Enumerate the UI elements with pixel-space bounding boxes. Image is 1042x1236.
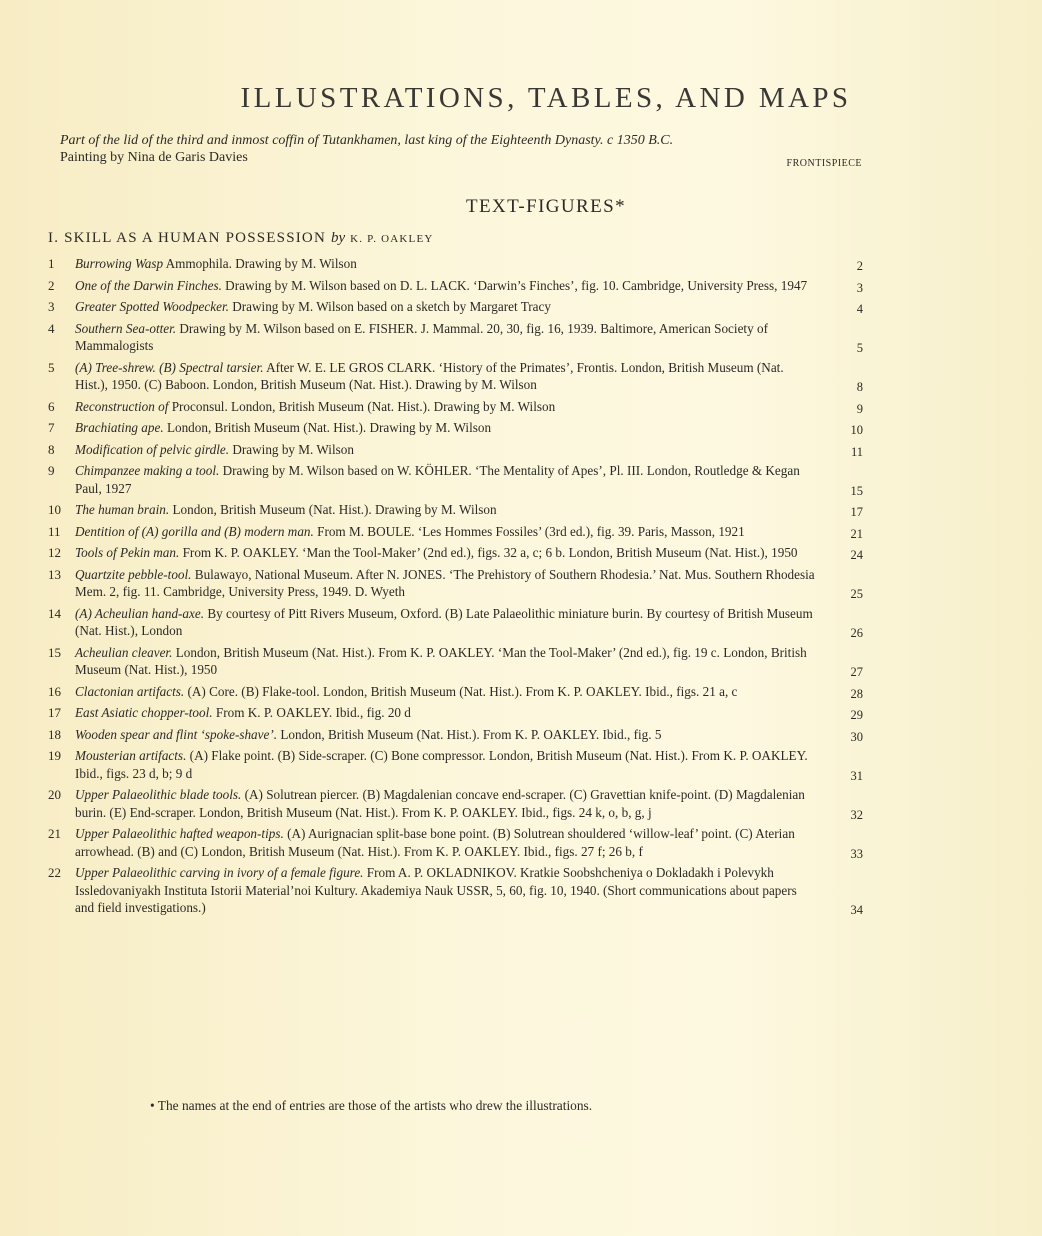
entry-number: 6 xyxy=(48,398,55,414)
list-item xyxy=(48,566,863,601)
entry-title: Burrowing Wasp xyxy=(75,256,164,271)
list-item xyxy=(48,359,863,394)
entry-text xyxy=(75,645,807,678)
entry-page-number: 21 xyxy=(850,526,863,541)
entry-number: 22 xyxy=(48,865,61,880)
entry-title: Mousterian artifacts. xyxy=(75,748,187,763)
entry-page-number: 10 xyxy=(850,423,863,437)
list-item xyxy=(48,786,863,821)
list-item xyxy=(48,462,863,497)
entry-title: East Asiatic chopper-tool. xyxy=(75,705,213,720)
list-item xyxy=(48,501,863,519)
entry-title: Dentition of (A) gorilla and (B) modern man. xyxy=(75,523,314,539)
entry-text xyxy=(75,865,797,915)
entry-page-number: 31 xyxy=(850,768,863,783)
entry-text xyxy=(75,787,805,820)
entry-description: (A) Core. (B) Flake-tool. London, British Museum (Nat. Hist.). From K. P. OAKLEY. Ibid., figs. 21 a, c xyxy=(184,683,738,699)
list-item xyxy=(48,523,863,541)
entry-description: After W. E. LE GROS CLARK. ‘History of the Primates’, Frontis. London, British Museum (Nat. Hist.), 1950. (C) Baboon. London, British Museum (Nat. Hist.). Drawing by M. Wilson xyxy=(75,359,784,392)
entry-number: 20 xyxy=(48,787,61,802)
entry-page-number: 28 xyxy=(850,686,863,701)
entry-description: London, British Museum (Nat. Hist.). From K. P. OAKLEY. ‘Man the Tool-Maker’ (2nd ed.), fig. 19 c. London, British Museum (Nat. Hist.), 1950 xyxy=(75,644,807,677)
entry-description: By courtesy of Pitt Rivers Museum, Oxford. (B) Late Palaeolithic miniature burin. By courtesy of British Museum (Nat. Hist.), London xyxy=(75,605,813,638)
frontispiece-entry xyxy=(60,132,870,169)
entry-description: From K. P. OAKLEY. ‘Man the Tool-Maker’ (2nd ed.), figs. 32 a, c; 6 b. London, British Museum (Nat. Hist.), 1950 xyxy=(179,545,798,560)
list-item xyxy=(48,298,863,316)
list-item xyxy=(48,704,863,722)
figure-list xyxy=(48,255,863,921)
list-item xyxy=(48,726,863,744)
entry-text xyxy=(75,321,768,354)
entry-number: 11 xyxy=(48,523,61,539)
entry-text xyxy=(75,502,497,517)
entry-title: The human brain. xyxy=(75,502,170,517)
list-item xyxy=(48,398,863,416)
entry-page-number: 9 xyxy=(856,401,863,416)
entry-description: Bulawayo, National Museum. After N. JONES. ‘The Prehistory of Southern Rhodesia.’ Nat. Mus. Southern Rhodesia Mem. 2, fig. 11. Cambridge, University Press, 1949. D. Wyeth xyxy=(75,566,815,599)
entry-description: London, British Museum (Nat. Hist.). Drawing by M. Wilson xyxy=(169,502,497,517)
entry-description: Drawing by M. Wilson based on D. L. LACK. ‘Darwin’s Finches’, fig. 10. Cambridge, University Press, 1947 xyxy=(221,277,808,293)
entry-page-number: 29 xyxy=(850,708,863,722)
chapter-heading xyxy=(48,230,434,247)
entry-title: Upper Palaeolithic hafted weapon-tips. xyxy=(75,826,284,841)
entry-page-number: 33 xyxy=(850,846,863,861)
entry-description: (A) Flake point. (B) Side-scraper. (C) Bone compressor. London, British Museum (Nat. Hist.). From K. P. OAKLEY. Ibid., figs. 23 d, b; 9 d xyxy=(75,748,808,781)
entry-number: 1 xyxy=(48,256,55,271)
entry-text xyxy=(75,360,784,393)
entry-number: 3 xyxy=(48,299,55,314)
entry-number: 19 xyxy=(48,748,61,763)
entry-number: 2 xyxy=(48,277,55,293)
entry-title: Quartzite pebble-tool. xyxy=(75,566,192,582)
list-item xyxy=(48,864,863,917)
list-item xyxy=(48,605,863,640)
entry-number: 17 xyxy=(48,705,61,720)
entry-text xyxy=(75,442,354,457)
entry-description: London, British Museum (Nat. Hist.). From K. P. OAKLEY. Ibid., fig. 5 xyxy=(277,726,662,742)
frontispiece-caption: Part of the lid of the third and inmost coffin of Tutankhamen, last king of the Eighteenth Dynasty. c 1350 B.C. xyxy=(60,133,674,148)
entry-page-number: 4 xyxy=(856,302,863,316)
entry-page-number: 17 xyxy=(850,505,863,519)
entry-description: Ammophila. Drawing by M. Wilson xyxy=(163,256,357,271)
entry-description: (A) Aurignacian split-base bone point. (B) Solutrean shouldered ‘willow-leaf’ point. (C) Aterian arrowhead. (B) and (C) London, British Museum (Nat. Hist.). From K. P. OAKLEY. Ibid., figs. 27 f; 26 b, f xyxy=(75,826,795,859)
entry-text xyxy=(75,256,357,271)
entry-text xyxy=(75,545,798,560)
section-heading: TEXT-FIGURES* xyxy=(465,196,626,217)
entry-number: 5 xyxy=(48,359,55,375)
list-item xyxy=(48,419,863,437)
entry-text xyxy=(75,399,555,414)
entry-text xyxy=(75,684,737,699)
list-item xyxy=(48,825,863,860)
entry-text xyxy=(75,727,661,742)
entry-description: Drawing by M. Wilson xyxy=(229,441,354,457)
entry-number: 10 xyxy=(48,502,61,517)
entry-number: 15 xyxy=(48,644,61,660)
entry-description: (A) Solutrean piercer. (B) Magdalenian concave end-scraper. (C) Gravettian knife-point. (D) Magdalenian burin. (E) End-scraper. London, British Museum (Nat. Hist.). From K. P. OAKLEY. Ibid., figs. 24 k, o, b, g, j xyxy=(75,787,805,820)
entry-number: 21 xyxy=(48,826,61,841)
entry-description: From A. P. OKLADNIKOV. Kratkie Soobshcheniya o Dokladakh i Polevykh Issledovaniyakh Instituta Istorii Material’noi Kultury. Akademiya Nauk USSR, 5, 60, fig. 10, 1940. (Short communications about papers and field investigations.) xyxy=(75,865,797,915)
entry-page-number: 27 xyxy=(850,665,863,679)
entry-page-number: 5 xyxy=(856,341,863,355)
entry-title: Tools of Pekin man. xyxy=(75,545,180,560)
chapter-by: by xyxy=(330,230,346,246)
list-item xyxy=(48,441,863,459)
entry-number: 16 xyxy=(48,683,61,699)
entry-title: Clactonian artifacts. xyxy=(75,683,185,699)
entry-title: Brachiating ape. xyxy=(75,420,164,435)
entry-text xyxy=(75,826,795,859)
entry-page-number: 3 xyxy=(856,280,863,295)
entry-text xyxy=(75,748,808,781)
entry-page-number: 34 xyxy=(850,903,863,917)
entry-description: Drawing by M. Wilson based on E. FISHER. J. Mammal. 20, 30, fig. 16, 1939. Baltimore, American Society of Mammalogists xyxy=(75,320,768,353)
entry-page-number: 15 xyxy=(850,483,863,498)
list-item xyxy=(48,255,863,273)
list-item xyxy=(48,747,863,782)
entry-title: Modification of pelvic girdle. xyxy=(75,441,230,457)
list-item xyxy=(48,683,863,701)
entry-text xyxy=(75,567,815,600)
entry-description: Drawing by M. Wilson based on a sketch by Margaret Tracy xyxy=(228,299,551,314)
entry-title: Southern Sea-otter. xyxy=(75,320,177,336)
frontispiece-label: FRONTISPIECE xyxy=(786,158,862,169)
list-item xyxy=(48,277,863,295)
entry-page-number: 8 xyxy=(856,380,863,394)
entry-title: Wooden spear and flint ‘spoke-shave’. xyxy=(75,726,278,742)
entry-description: Drawing by M. Wilson based on W. KÖHLER. ‘The Mentality of Apes’, Pl. III. London, Routledge & Kegan Paul, 1927 xyxy=(75,463,800,496)
list-item xyxy=(48,644,863,679)
entry-page-number: 32 xyxy=(850,807,863,822)
entry-title: Upper Palaeolithic blade tools. xyxy=(75,787,242,802)
entry-text xyxy=(75,705,411,720)
entry-description: From M. BOULE. ‘Les Hommes Fossiles’ (3rd ed.), fig. 39. Paris, Masson, 1921 xyxy=(313,523,745,539)
frontispiece-credit: Painting by Nina de Garis Davies xyxy=(60,150,248,165)
entry-description: London, British Museum (Nat. Hist.). Drawing by M. Wilson xyxy=(163,420,492,435)
list-item xyxy=(48,320,863,355)
entry-title: One of the Darwin Finches. xyxy=(75,277,222,293)
entry-title: (A) Tree-shrew. (B) Spectral tarsier. xyxy=(75,359,264,375)
entry-title: Acheulian cleaver. xyxy=(75,644,173,660)
entry-text xyxy=(75,606,813,639)
chapter-label: I. SKILL AS A HUMAN POSSESSION xyxy=(48,230,326,246)
chapter-author: K. P. OAKLEY xyxy=(350,233,434,245)
frontispiece-credit-line xyxy=(60,149,870,169)
entry-page-number: 2 xyxy=(856,259,863,273)
list-item xyxy=(48,544,863,562)
entry-text xyxy=(75,420,491,435)
entry-page-number: 11 xyxy=(850,444,863,459)
entry-title: Greater Spotted Woodpecker. xyxy=(75,299,229,314)
entry-number: 18 xyxy=(48,726,61,742)
entry-page-number: 26 xyxy=(850,626,863,640)
entry-text xyxy=(75,524,745,539)
footnote: • The names at the end of entries are those of the artists who drew the illustrations. xyxy=(150,1098,593,1113)
entry-page-number: 24 xyxy=(850,548,863,562)
entry-description: From K. P. OAKLEY. Ibid., fig. 20 d xyxy=(212,705,411,720)
entry-number: 9 xyxy=(48,463,55,478)
entry-title: Chimpanzee making a tool. xyxy=(75,463,220,478)
entry-text xyxy=(75,278,807,293)
entry-number: 13 xyxy=(48,566,61,582)
entry-number: 7 xyxy=(48,420,55,435)
entry-number: 12 xyxy=(48,545,61,560)
entry-number: 4 xyxy=(48,320,55,336)
entry-page-number: 30 xyxy=(850,729,863,744)
entry-text xyxy=(75,463,800,496)
entry-title: Reconstruction of xyxy=(75,398,169,414)
entry-title: Upper Palaeolithic carving in ivory of a female figure. xyxy=(75,865,364,880)
entry-number: 14 xyxy=(48,605,61,621)
entry-page-number: 25 xyxy=(850,587,863,601)
entry-text xyxy=(75,299,551,314)
page-title: ILLUSTRATIONS, TABLES, AND MAPS xyxy=(240,82,852,114)
entry-description: Proconsul. London, British Museum (Nat. Hist.). Drawing by M. Wilson xyxy=(168,398,556,414)
entry-title: (A) Acheulian hand-axe. xyxy=(75,605,205,621)
entry-number: 8 xyxy=(48,441,55,457)
